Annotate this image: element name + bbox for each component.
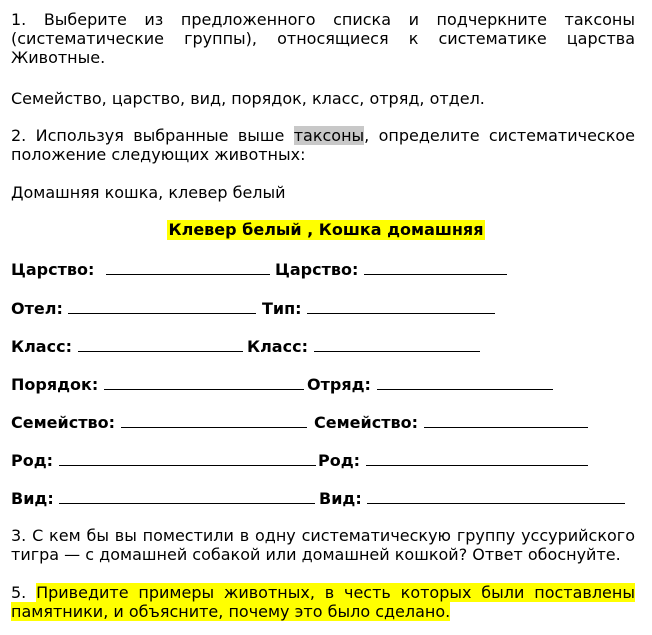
left-blank-kingdom[interactable] xyxy=(106,258,270,275)
question-5-highlight: Приведите примеры животных, в честь которых были поставлены памятники, и объясните, почему это было сделано. xyxy=(11,583,635,621)
form-row-division xyxy=(11,297,256,319)
question-2-after: , определите систематическое положение следующих животных: xyxy=(11,126,636,164)
left-blank-order[interactable] xyxy=(104,373,304,390)
question-5-text xyxy=(11,583,635,621)
form-row-class-right xyxy=(247,335,480,357)
right-label-class: Класс: xyxy=(247,337,308,356)
animals-list: Домашняя кошка, клевер белый xyxy=(11,183,286,202)
question-5-number: 5. xyxy=(11,583,37,602)
organisms-title: Клевер белый , Кошка домашняя xyxy=(168,220,484,239)
form-row-kingdom xyxy=(11,258,270,280)
question-1-text: 1. Выберите из предложенного списка и подчеркните таксоны (систематические группы), относящиеся к систематике царства Животные. xyxy=(11,10,635,67)
question-3-text: 3. С кем бы вы поместили в одну систематическую группу уссурийского тигра — с домашней собакой или домашней кошкой? Ответ обоснуйте. xyxy=(11,526,635,564)
left-blank-class[interactable] xyxy=(78,335,243,352)
right-label-species: Вид: xyxy=(319,489,362,508)
left-label-order: Порядок: xyxy=(11,375,99,394)
form-row-genus xyxy=(11,449,316,471)
right-blank-species[interactable] xyxy=(367,487,625,504)
taxon-list: Семейство, царство, вид, порядок, класс, отряд, отдел. xyxy=(11,89,485,108)
form-row-species xyxy=(11,487,315,509)
question-2-before: 2. Используя выбранные выше xyxy=(11,126,294,145)
right-label-kingdom: Царство: xyxy=(275,260,359,279)
left-label-division: Отел: xyxy=(11,299,63,318)
form-row-phylum xyxy=(262,297,495,319)
form-row-order xyxy=(11,373,304,395)
left-label-kingdom: Царство: xyxy=(11,260,95,279)
left-label-family: Семейство: xyxy=(11,413,116,432)
form-row-class xyxy=(11,335,243,357)
form-row-kingdom-right xyxy=(275,258,507,280)
question-2-text xyxy=(11,126,635,164)
left-blank-species[interactable] xyxy=(59,487,315,504)
right-blank-family[interactable] xyxy=(424,411,588,428)
right-blank-phylum[interactable] xyxy=(307,297,495,314)
left-blank-division[interactable] xyxy=(68,297,256,314)
form-row-species-right xyxy=(319,487,625,509)
right-blank-order[interactable] xyxy=(377,373,553,390)
right-label-family: Семейство: xyxy=(314,413,419,432)
left-label-species: Вид: xyxy=(11,489,54,508)
title-container xyxy=(0,220,652,240)
left-blank-genus[interactable] xyxy=(59,449,316,466)
form-row-family-right xyxy=(314,411,588,433)
right-blank-kingdom[interactable] xyxy=(364,258,507,275)
form-row-order-right xyxy=(307,373,553,395)
left-label-genus: Род: xyxy=(11,451,54,470)
form-row-genus-right xyxy=(318,449,588,471)
left-label-class: Класс: xyxy=(11,337,72,356)
right-blank-class[interactable] xyxy=(314,335,480,352)
right-label-phylum: Тип: xyxy=(262,299,302,318)
left-blank-family[interactable] xyxy=(121,411,307,428)
taxa-highlight: таксоны xyxy=(293,126,365,145)
right-label-order: Отряд: xyxy=(307,375,371,394)
form-row-family xyxy=(11,411,307,433)
right-blank-genus[interactable] xyxy=(366,449,588,466)
right-label-genus: Род: xyxy=(318,451,361,470)
